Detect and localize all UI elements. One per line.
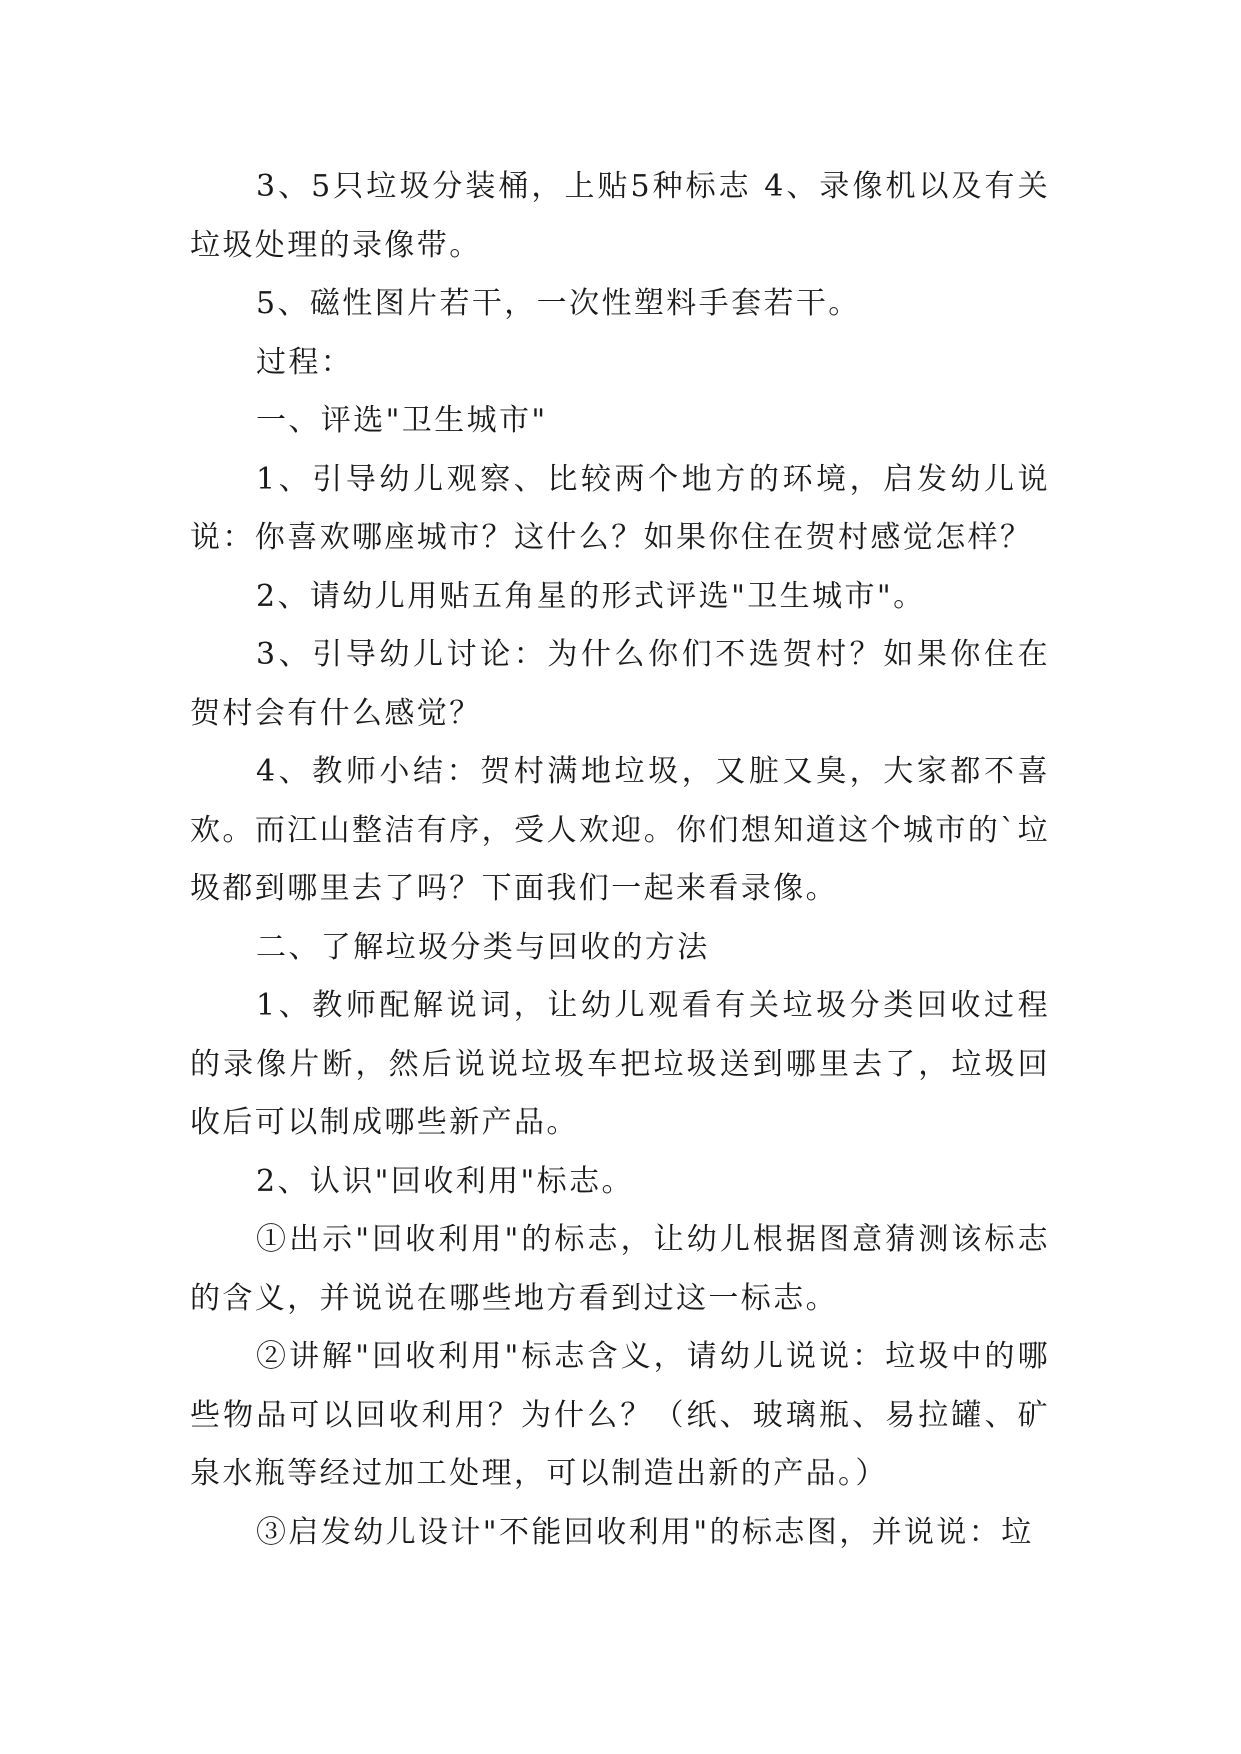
paragraph-materials-pictures: 5、磁性图片若干，一次性塑料手套若干。: [256, 286, 861, 321]
paragraph-process-heading: 过程：: [256, 344, 354, 380]
section-heading-1: 一、评选"卫生城市": [256, 403, 548, 438]
paragraph-step-1-4: 4、教师小结：贺村满地垃圾，又脏又臭，大家都不喜欢。而江山整洁有序，受人欢迎。你们想知道这个城市的`垃圾都到哪里去了吗？下面我们一起来看录像。: [190, 754, 1050, 906]
paragraph-step-1-2: 2、请幼儿用贴五角星的形式评选"卫生城市"。: [256, 578, 926, 614]
paragraph-step-2-2-b: ②讲解"回收利用"标志含义，请幼儿说说：垃圾中的哪些物品可以回收利用？为什么？（纸、玻璃瓶、易拉罐、矿泉水瓶等经过加工处理，可以制造出新的产品。）: [190, 1339, 1050, 1491]
paragraph-step-1-3: 3、引导幼儿讨论：为什么你们不选贺村？如果你住在贺村会有什么感觉？: [190, 637, 1050, 731]
paragraph-step-2-2: 2、认识"回收利用"标志。: [256, 1163, 634, 1199]
section-heading-2: 二、了解垃圾分类与回收的方法: [256, 929, 710, 965]
paragraph-step-1-1: 1、引导幼儿观察、比较两个地方的环境，启发幼儿说说：你喜欢哪座城市？这什么？如果你住在贺村感觉怎样？: [190, 461, 1050, 555]
paragraph-step-2-2-c: ③启发幼儿设计"不能回收利用"的标志图，并说说：垃: [256, 1514, 1034, 1550]
paragraph-step-2-2-a: ①出示"回收利用"的标志，让幼儿根据图意猜测该标志的含义，并说说在哪些地方看到过这一标志。: [190, 1222, 1050, 1316]
paragraph-step-2-1: 1、教师配解说词，让幼儿观看有关垃圾分类回收过程的录像片断，然后说说垃圾车把垃圾送到哪里去了，垃圾回收后可以制成哪些新产品。: [190, 988, 1050, 1140]
paragraph-materials-bins: 3、5只垃圾分装桶，上贴5种标志 4、录像机以及有关垃圾处理的录像带。: [190, 169, 1050, 263]
document-body: [190, 158, 1050, 1562]
